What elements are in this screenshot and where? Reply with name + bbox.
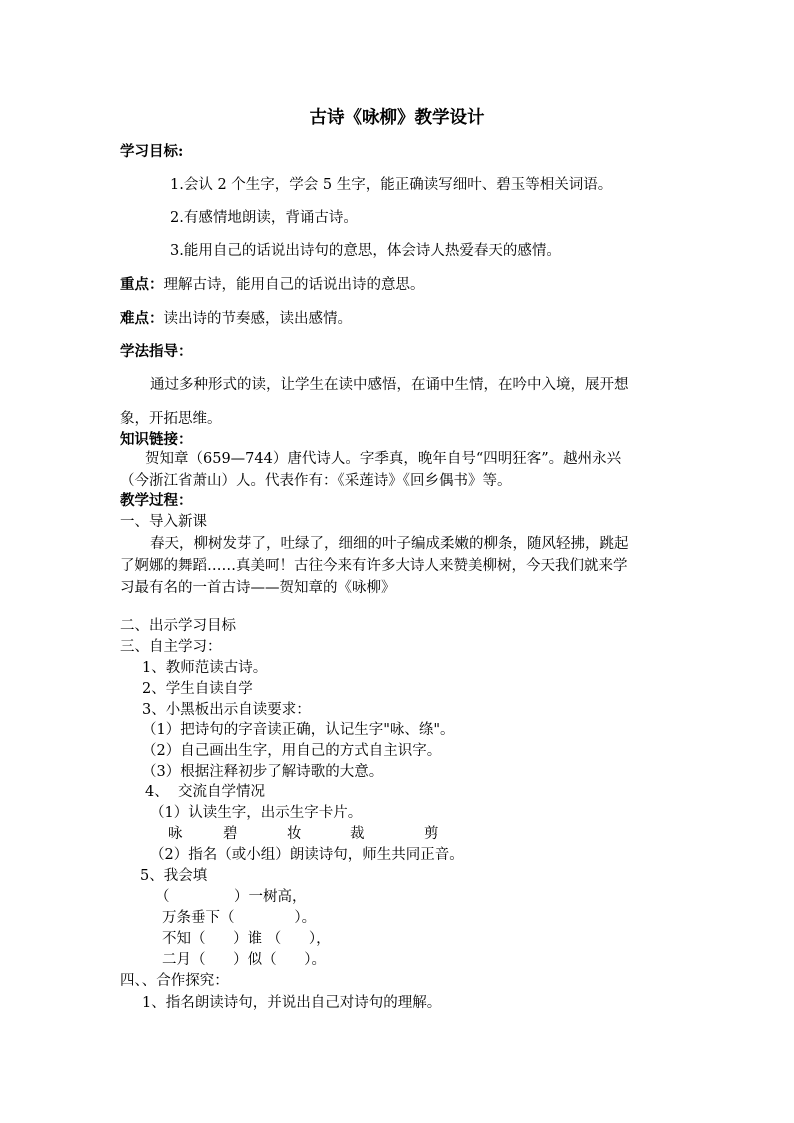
goals-heading: 学习目标: <box>120 143 184 160</box>
fill-blank-line: （ ）一树高， <box>155 889 307 905</box>
list-item: （1）把诗句的字音读正确，认记生字"咏、绦"。 <box>142 722 455 738</box>
list-item: （1）认读生字，出示生字卡片。 <box>150 805 363 821</box>
section-heading: 三、自主学习： <box>120 639 222 655</box>
list-item: （2）指名（或小组）朗读诗句，师生共同正音。 <box>150 847 464 863</box>
paragraph-line: 了婀娜的舞蹈……真美呵！古往今来有许多大诗人来赞美柳树，今天我们就来学 <box>120 558 628 574</box>
section-heading: 二、出示学习目标 <box>120 618 236 634</box>
list-item: 1、教师范读古诗。 <box>142 660 268 676</box>
key-point <box>120 275 425 295</box>
paragraph-line: 习最有名的一首古诗——贺知章的《咏柳》 <box>120 580 396 596</box>
difficulty-label: 难点： <box>120 310 164 327</box>
section-heading: 一、导入新课 <box>120 514 207 530</box>
key-text: 理解古诗，能用自己的话说出诗的意思。 <box>163 277 425 293</box>
goal-item: 3.能用自己的话说出诗句的意思，体会诗人热爱春天的感情。 <box>170 243 561 259</box>
key-label: 重点： <box>120 276 164 293</box>
list-item: 1、指名朗读诗句，并说出自己对诗句的理解。 <box>142 995 442 1011</box>
char-card: 剪 <box>424 826 439 842</box>
goal-item: 1.会认 2 个生字，学会 5 生字，能正确读写细叶、碧玉等相关词语。 <box>170 177 613 193</box>
fill-blank-line: 万条垂下（ ）。 <box>162 910 317 926</box>
list-item: 4、 交流自学情况 <box>145 784 265 800</box>
paragraph-line: 贺知章（659—744）唐代诗人。字季真，晚年自号“四明狂客”。越州永兴 <box>145 451 622 467</box>
list-item: 3、小黑板出示自读要求： <box>142 702 311 718</box>
link-heading: 知识链接： <box>120 431 193 448</box>
process-heading: 教学过程： <box>120 492 193 509</box>
char-card: 妆 <box>287 826 302 842</box>
goal-item: 2.有感情地朗读，背诵古诗。 <box>170 210 358 226</box>
paragraph-line: （今浙江省萧山）人。代表作有：《采莲诗》《回乡偶书》等。 <box>120 473 512 489</box>
char-card: 咏 <box>168 826 183 842</box>
list-item: 5、我会填 <box>140 868 208 884</box>
paragraph-line: 春天，柳树发芽了，吐绿了，细细的叶子编成柔嫩的柳条，随风轻拂，跳起 <box>150 536 629 552</box>
list-item: （2）自己画出生字，用自己的方式自主识字。 <box>142 743 442 759</box>
page-title: 古诗《咏柳》教学设计 <box>309 108 485 128</box>
list-item: 2、学生自读自学 <box>142 681 253 697</box>
section-heading: 四、、合作探究： <box>120 973 229 989</box>
char-card: 碧 <box>223 826 238 842</box>
method-heading: 学法指导： <box>120 343 193 360</box>
paragraph-line: 象，开拓思维。 <box>120 411 222 427</box>
list-item: （3）根据注释初步了解诗歌的大意。 <box>142 764 384 780</box>
difficulty-point <box>120 309 352 329</box>
fill-blank-line: 不知（ ）谁 （ ）， <box>162 931 331 947</box>
difficulty-text: 读出诗的节奏感，读出感情。 <box>163 311 352 327</box>
fill-blank-line: 二月（ ）似（ ）。 <box>162 952 327 968</box>
paragraph-line: 通过多种形式的读，让学生在读中感悟，在诵中生情，在吟中入境，展开想 <box>150 377 629 393</box>
char-card: 裁 <box>350 826 365 842</box>
